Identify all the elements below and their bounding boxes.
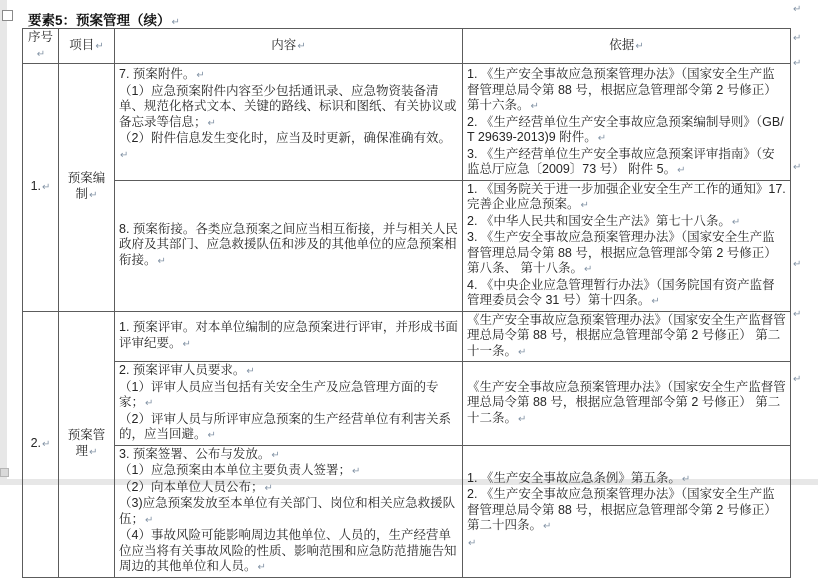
paragraph-mark-icon: ↵ [196, 70, 205, 81]
paragraph-mark-icon: ↵ [171, 17, 180, 28]
paragraph-mark-icon: ↵ [530, 101, 539, 112]
paragraph-mark-icon: ↵ [793, 374, 802, 385]
paragraph-mark-icon: ↵ [297, 40, 306, 52]
paragraph-mark-icon: ↵ [518, 413, 527, 425]
row1-content-cell[interactable]: 7. 预案附件。↵ （1）应急预案附件内容至少包括通讯录、应急物资装备清单、规范化格式文本、关键的路线、标识和图纸、有关协议或备忘录等信息；↵ （2）附件信息发生变化时，应当及时更新，确保准确有效。↵ [115, 64, 463, 181]
page-left-margin-strip [0, 0, 7, 485]
paragraph-mark-icon: ↵ [731, 216, 741, 228]
paragraph-mark-icon: ↵ [271, 449, 280, 461]
paragraph-mark-icon: ↵ [681, 473, 691, 485]
paragraph-mark-icon: ↵ [793, 309, 802, 320]
paragraph-mark-icon: ↵ [157, 255, 166, 267]
table-row [23, 445, 791, 577]
paragraph-mark-icon: ↵ [793, 162, 802, 173]
group1-item-cell[interactable]: 预案编制↵ [59, 64, 115, 312]
paragraph-mark-icon: ↵ [207, 117, 216, 129]
paragraph-mark-icon: ↵ [677, 165, 686, 176]
row4-content-cell[interactable]: 2. 预案评审人员要求。↵ （1）评审人员应当包括有关安全生产及应急管理方面的专家；↵ （2）评审人员与所评审应急预案的生产经营单位有利害关系的，应当回避。↵ [115, 362, 463, 446]
group1-no-cell[interactable]: 1.↵ [23, 64, 59, 312]
table-move-handle-icon[interactable] [2, 10, 13, 21]
row5-content-cell[interactable]: 3. 预案签署、公布与发放。↵ （1）应急预案由本单位主要负责人签署；↵ （2）向本单位人员公布；↵ （3)应急预案发放至本单位有关部门、岗位和相关应急救援队伍；↵ （4）事故风险可能影响周边其他单位、人员的，生产经营单位应当将有关事故风险的性质、影响范围和应急防范措施告知周边的其他单位和人员。↵ [115, 445, 463, 577]
table-header-row [23, 29, 791, 64]
paragraph-mark-icon: ↵ [580, 200, 589, 211]
group2-item-cell[interactable]: 预案管理↵ [59, 311, 115, 577]
paragraph-mark-icon: ↵ [120, 149, 129, 161]
table-resize-handle-icon[interactable] [0, 468, 9, 477]
table-row [23, 64, 791, 181]
paragraph-mark-icon: ↵ [264, 482, 273, 494]
header-content[interactable]: 内容↵ [115, 29, 463, 64]
header-item[interactable]: 项目↵ [59, 29, 115, 64]
paragraph-mark-icon: ↵ [145, 398, 154, 409]
paragraph-mark-icon: ↵ [42, 438, 51, 450]
row3-basis-cell[interactable]: 《生产安全事故应急预案管理办法》（国家安全生产监督管理总局令第 88 号，根据应急管理部令第 2 号修正） 第二十一条。↵ [463, 311, 791, 362]
paragraph-mark-icon: ↵ [42, 182, 51, 193]
paragraph-mark-icon: ↵ [246, 366, 255, 377]
row2-basis-cell[interactable]: 1. 《国务院关于进一步加强企业安全生产工作的通知》17. 完善企业应急预案。↵ 2. 《中华人民共和国安全生产法》第七十八条。↵ 3. 《生产安全事故应急预案管理办法》（国家安全生产监督管理总局令第 88 号，根据应急管理部令第 2 号修正）第八条、 第十八条。↵ 4. 《中央企业应急管理暂行办法》（国务院国有资产监督管理委员会令 31 号）第十四条。↵ [463, 180, 791, 311]
paragraph-mark-icon: ↵ [95, 40, 104, 52]
paragraph-mark-icon: ↵ [543, 521, 552, 533]
row3-content-cell[interactable]: 1. 预案评审。对本单位编制的应急预案进行评审，并形成书面评审纪要。↵ [115, 311, 463, 362]
table-row [23, 180, 791, 311]
header-basis[interactable]: 依据↵ [463, 29, 791, 64]
section-title: 要素5：预案管理（续）↵ [28, 13, 180, 28]
table-row [23, 311, 791, 362]
row4-basis-cell[interactable]: 《生产安全事故应急预案管理办法》（国家安全生产监督管理总局令第 88 号，根据应急管理部令第 2 号修正） 第二十二条。↵ [463, 362, 791, 446]
table-row [23, 362, 791, 446]
paragraph-mark-icon: ↵ [36, 48, 46, 60]
paragraph-mark-icon: ↵ [351, 466, 361, 477]
paragraph-mark-icon: ↵ [182, 338, 191, 350]
paragraph-mark-icon: ↵ [583, 264, 593, 275]
paragraph-mark-icon: ↵ [207, 430, 216, 441]
paragraph-mark-icon: ↵ [793, 58, 802, 69]
paragraph-mark-icon: ↵ [651, 296, 660, 307]
row2-content-cell[interactable]: 8. 预案衔接。各类应急预案之间应当相互衔接，并与相关人民政府及其部门、应急救援队伍和涉及的其他单位的应急预案相衔接。↵ [115, 180, 463, 311]
header-no[interactable]: 序号↵ [23, 29, 59, 64]
paragraph-mark-icon: ↵ [793, 259, 802, 270]
paragraph-mark-icon: ↵ [597, 133, 607, 144]
paragraph-mark-icon: ↵ [518, 346, 527, 358]
paragraph-mark-icon: ↵ [145, 514, 154, 526]
plan-management-table [22, 28, 791, 578]
paragraph-mark-icon: ↵ [635, 40, 644, 52]
paragraph-mark-icon: ↵ [89, 189, 98, 201]
group2-no-cell[interactable]: 2.↵ [23, 311, 59, 577]
row1-basis-cell[interactable]: 1. 《生产安全事故应急预案管理办法》（国家安全生产监督管理总局令第 88 号，根据应急管理部令第 2 号修正）第十六条。↵ 2. 《生产经营单位生产安全事故应急预案编制导则》（GB/T 29639-2013)9 附件。↵ 3. 《生产经营单位生产安全事故应急预案评审指南》（安监总厅应急〔2009〕73 号） 附件 5。↵ [463, 64, 791, 181]
paragraph-mark-icon: ↵ [793, 33, 802, 44]
paragraph-mark-icon: ↵ [468, 537, 477, 549]
paragraph-mark-icon: ↵ [89, 446, 98, 458]
paragraph-mark-icon: ↵ [793, 4, 802, 15]
paragraph-mark-icon: ↵ [257, 562, 266, 573]
row5-basis-cell[interactable]: 1. 《生产安全事故应急条例》第五条。↵ 2. 《生产安全事故应急预案管理办法》（国家安全生产监督管理总局令第 88 号，根据应急管理部令第 2 号修正） 第二十四条。↵ ↵ [463, 445, 791, 577]
